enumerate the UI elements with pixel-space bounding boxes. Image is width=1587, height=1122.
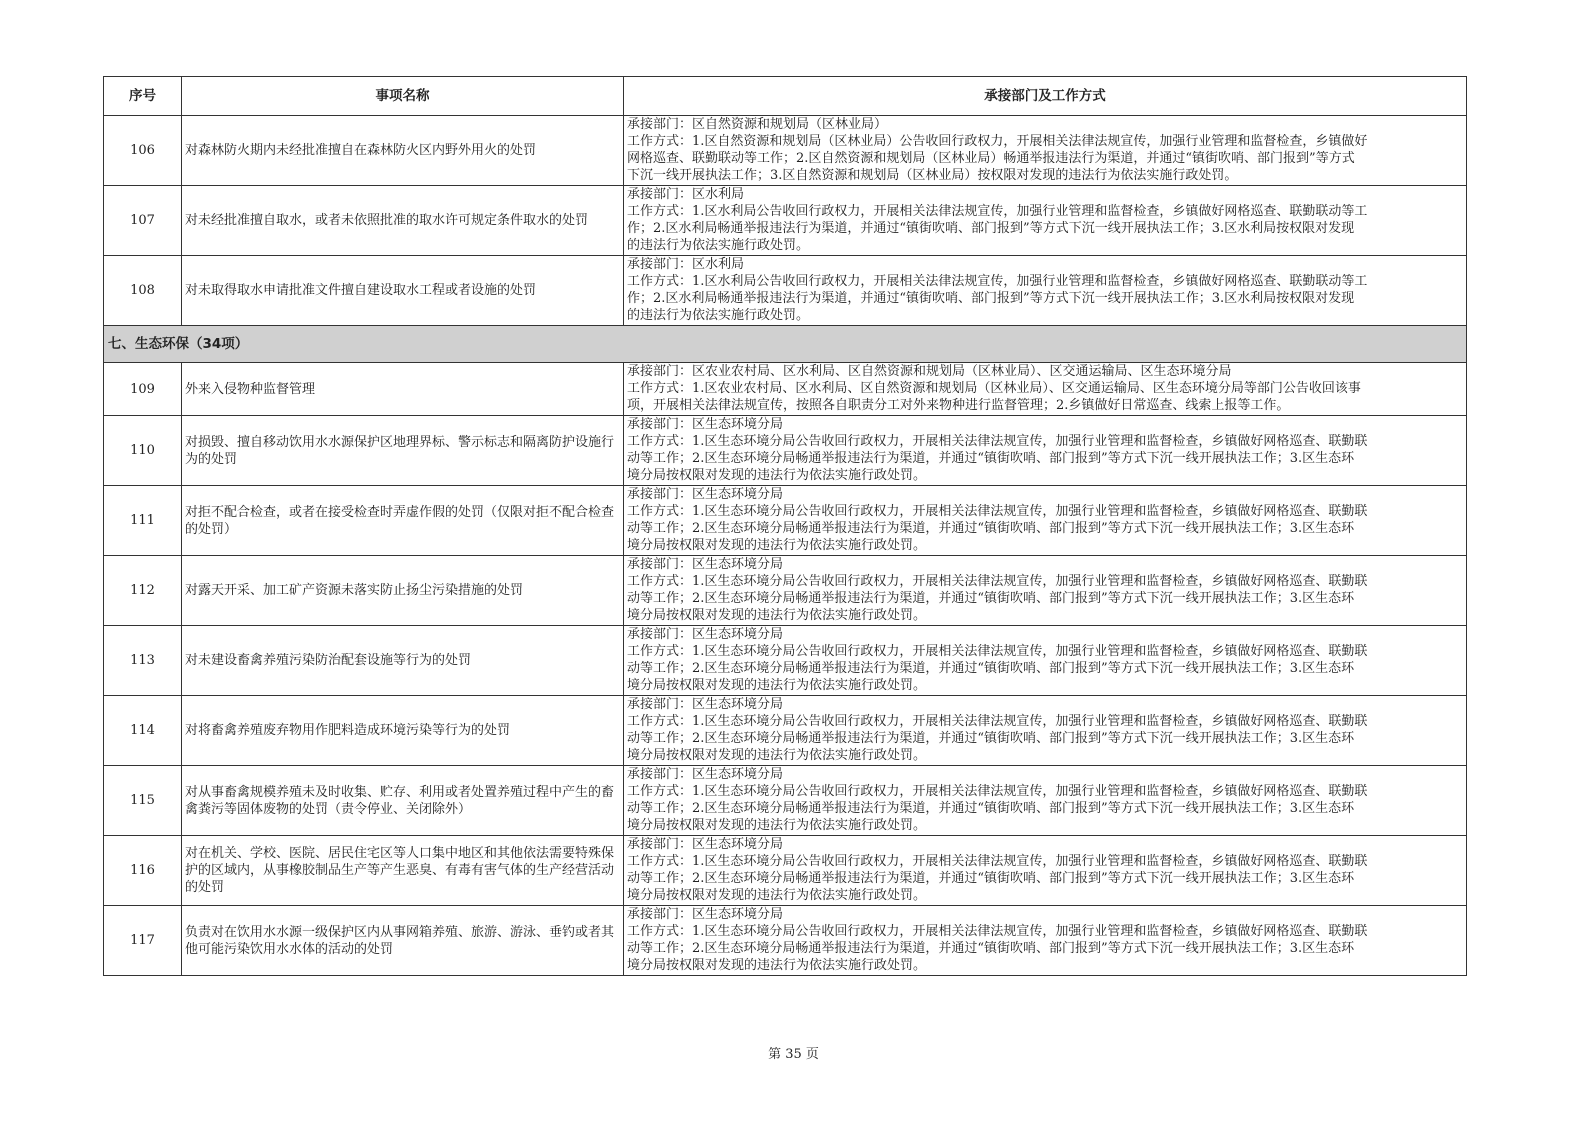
dept-line: 动等工作；2.区生态环境分局畅通举报违法行为渠道，并通过“镇街吹哨、部门报到”等方式下沉一线开展执法工作；3.区生态环 — [627, 521, 1355, 536]
dept-line: 境分局按权限对发现的违法行为依法实施行政处罚。 — [627, 818, 927, 833]
table-header-row — [104, 77, 1467, 116]
row-number: 117 — [104, 906, 182, 976]
dept-line: 承接部门：区生态环境分局 — [627, 557, 784, 572]
table-row — [104, 116, 1467, 186]
dept-line: 工作方式：1.区生态环境分局公告收回行政权力，开展相关法律法规宣传，加强行业管理和监督检查，乡镇做好网格巡查、联勤联 — [627, 924, 1368, 939]
row-department — [624, 186, 1467, 256]
row-item: 对露天开采、加工矿产资源未落实防止扬尘污染措施的处罚 — [182, 556, 624, 626]
table-row — [104, 556, 1467, 626]
dept-line: 承接部门：区生态环境分局 — [627, 697, 784, 712]
header-serial-number: 序号 — [104, 77, 182, 116]
row-department — [624, 116, 1467, 186]
dept-line: 动等工作；2.区生态环境分局畅通举报违法行为渠道，并通过“镇街吹哨、部门报到”等方式下沉一线开展执法工作；3.区生态环 — [627, 591, 1355, 606]
dept-line: 境分局按权限对发现的违法行为依法实施行政处罚。 — [627, 958, 927, 973]
dept-line: 工作方式：1.区生态环境分局公告收回行政权力，开展相关法律法规宣传，加强行业管理和监督检查，乡镇做好网格巡查、联勤联 — [627, 504, 1368, 519]
dept-line: 动等工作；2.区生态环境分局畅通举报违法行为渠道，并通过“镇街吹哨、部门报到”等方式下沉一线开展执法工作；3.区生态环 — [627, 731, 1355, 746]
table-row — [104, 363, 1467, 416]
row-number: 112 — [104, 556, 182, 626]
row-department — [624, 256, 1467, 326]
row-department — [624, 556, 1467, 626]
dept-line: 动等工作；2.区生态环境分局畅通举报违法行为渠道，并通过“镇街吹哨、部门报到”等方式下沉一线开展执法工作；3.区生态环 — [627, 801, 1355, 816]
row-number: 111 — [104, 486, 182, 556]
dept-line: 境分局按权限对发现的违法行为依法实施行政处罚。 — [627, 888, 927, 903]
row-item: 外来入侵物种监督管理 — [182, 363, 624, 416]
dept-line: 项，开展相关法律法规宣传，按照各自职责分工对外来物种进行监督管理；2.乡镇做好日常巡查、线索上报等工作。 — [627, 398, 1290, 413]
table-row — [104, 186, 1467, 256]
table-row — [104, 906, 1467, 976]
dept-line: 工作方式：1.区水利局公告收回行政权力，开展相关法律法规宣传，加强行业管理和监督检查，乡镇做好网格巡查、联勤联动等工 — [627, 274, 1368, 289]
policy-table-sheet — [103, 76, 1466, 976]
row-number: 116 — [104, 836, 182, 906]
table-row — [104, 836, 1467, 906]
dept-line: 动等工作；2.区生态环境分局畅通举报违法行为渠道，并通过“镇街吹哨、部门报到”等方式下沉一线开展执法工作；3.区生态环 — [627, 871, 1355, 886]
dept-line: 动等工作；2.区生态环境分局畅通举报违法行为渠道，并通过“镇街吹哨、部门报到”等方式下沉一线开展执法工作；3.区生态环 — [627, 661, 1355, 676]
table-row — [104, 696, 1467, 766]
row-item: 对从事畜禽规模养殖未及时收集、贮存、利用或者处置养殖过程中产生的畜禽粪污等固体废物的处罚（责令停业、关闭除外） — [182, 766, 624, 836]
row-item: 对拒不配合检查，或者在接受检查时弄虚作假的处罚（仅限对拒不配合检查的处罚） — [182, 486, 624, 556]
dept-line: 境分局按权限对发现的违法行为依法实施行政处罚。 — [627, 608, 927, 623]
row-number: 107 — [104, 186, 182, 256]
dept-line: 承接部门：区生态环境分局 — [627, 837, 784, 852]
row-item: 对损毁、擅自移动饮用水水源保护区地理界标、警示标志和隔离防护设施行为的处罚 — [182, 416, 624, 486]
dept-line: 动等工作；2.区生态环境分局畅通举报违法行为渠道，并通过“镇街吹哨、部门报到”等方式下沉一线开展执法工作；3.区生态环 — [627, 941, 1355, 956]
dept-line: 网格巡查、联勤联动等工作；2.区自然资源和规划局（区林业局）畅通举报违法行为渠道，并通过“镇街吹哨、部门报到”等方式 — [627, 151, 1355, 166]
header-item-name: 事项名称 — [182, 77, 624, 116]
dept-line: 承接部门：区自然资源和规划局（区林业局） — [627, 117, 888, 132]
dept-line: 工作方式：1.区生态环境分局公告收回行政权力，开展相关法律法规宣传，加强行业管理和监督检查，乡镇做好网格巡查、联勤联 — [627, 784, 1368, 799]
dept-line: 境分局按权限对发现的违法行为依法实施行政处罚。 — [627, 748, 927, 763]
dept-line: 工作方式：1.区生态环境分局公告收回行政权力，开展相关法律法规宣传，加强行业管理和监督检查，乡镇做好网格巡查、联勤联 — [627, 644, 1368, 659]
row-number: 110 — [104, 416, 182, 486]
table-row — [104, 626, 1467, 696]
page-number: 第 35 页 — [768, 1047, 819, 1062]
row-department — [624, 836, 1467, 906]
dept-line: 动等工作；2.区生态环境分局畅通举报违法行为渠道，并通过“镇街吹哨、部门报到”等方式下沉一线开展执法工作；3.区生态环 — [627, 451, 1355, 466]
dept-line: 境分局按权限对发现的违法行为依法实施行政处罚。 — [627, 678, 927, 693]
authority-table — [103, 76, 1467, 976]
dept-line: 承接部门：区水利局 — [627, 257, 745, 272]
dept-line: 作；2.区水利局畅通举报违法行为渠道，并通过“镇街吹哨、部门报到”等方式下沉一线开展执法工作；3.区水利局按权限对发现 — [627, 221, 1355, 236]
dept-line: 工作方式：1.区生态环境分局公告收回行政权力，开展相关法律法规宣传，加强行业管理和监督检查，乡镇做好网格巡查、联勤联 — [627, 714, 1368, 729]
row-item: 对在机关、学校、医院、居民住宅区等人口集中地区和其他依法需要特殊保护的区域内，从事橡胶制品生产等产生恶臭、有毒有害气体的生产经营活动的处罚 — [182, 836, 624, 906]
dept-line: 承接部门：区生态环境分局 — [627, 907, 784, 922]
section-row — [104, 326, 1467, 363]
row-department — [624, 486, 1467, 556]
row-department — [624, 906, 1467, 976]
table-row — [104, 416, 1467, 486]
row-department — [624, 766, 1467, 836]
row-number: 106 — [104, 116, 182, 186]
table-row — [104, 256, 1467, 326]
dept-line: 境分局按权限对发现的违法行为依法实施行政处罚。 — [627, 468, 927, 483]
dept-line: 的违法行为依法实施行政处罚。 — [627, 308, 810, 323]
dept-line: 工作方式：1.区生态环境分局公告收回行政权力，开展相关法律法规宣传，加强行业管理和监督检查，乡镇做好网格巡查、联勤联 — [627, 574, 1368, 589]
dept-line: 承接部门：区生态环境分局 — [627, 627, 784, 642]
row-item: 对未经批准擅自取水，或者未依照批准的取水许可规定条件取水的处罚 — [182, 186, 624, 256]
row-department — [624, 363, 1467, 416]
dept-line: 工作方式：1.区自然资源和规划局（区林业局）公告收回行政权力，开展相关法律法规宣传，加强行业管理和监督检查，乡镇做好 — [627, 134, 1368, 149]
table-row — [104, 486, 1467, 556]
row-item: 负责对在饮用水水源一级保护区内从事网箱养殖、旅游、游泳、垂钓或者其他可能污染饮用水水体的活动的处罚 — [182, 906, 624, 976]
dept-line: 下沉一线开展执法工作；3.区自然资源和规划局（区林业局）按权限对发现的违法行为依法实施行政处罚。 — [627, 168, 1238, 183]
row-item: 对将畜禽养殖废弃物用作肥料造成环境污染等行为的处罚 — [182, 696, 624, 766]
dept-line: 承接部门：区生态环境分局 — [627, 417, 784, 432]
row-department — [624, 696, 1467, 766]
dept-line: 的违法行为依法实施行政处罚。 — [627, 238, 810, 253]
section-title: 七、生态环保（34项） — [104, 326, 1467, 363]
dept-line: 工作方式：1.区生态环境分局公告收回行政权力，开展相关法律法规宣传，加强行业管理和监督检查，乡镇做好网格巡查、联勤联 — [627, 434, 1368, 449]
dept-line: 工作方式：1.区农业农村局、区水利局、区自然资源和规划局（区林业局）、区交通运输局、区生态环境分局等部门公告收回该事 — [627, 381, 1361, 396]
dept-line: 工作方式：1.区生态环境分局公告收回行政权力，开展相关法律法规宣传，加强行业管理和监督检查，乡镇做好网格巡查、联勤联 — [627, 854, 1368, 869]
row-department — [624, 626, 1467, 696]
row-department — [624, 416, 1467, 486]
row-number: 114 — [104, 696, 182, 766]
row-item: 对未取得取水申请批准文件擅自建设取水工程或者设施的处罚 — [182, 256, 624, 326]
dept-line: 承接部门：区生态环境分局 — [627, 487, 784, 502]
row-item: 对森林防火期内未经批准擅自在森林防火区内野外用火的处罚 — [182, 116, 624, 186]
row-number: 115 — [104, 766, 182, 836]
row-item: 对未建设畜禽养殖污染防治配套设施等行为的处罚 — [182, 626, 624, 696]
row-number: 113 — [104, 626, 182, 696]
table-row — [104, 766, 1467, 836]
dept-line: 承接部门：区水利局 — [627, 187, 745, 202]
header-department-method: 承接部门及工作方式 — [624, 77, 1467, 116]
dept-line: 作；2.区水利局畅通举报违法行为渠道，并通过“镇街吹哨、部门报到”等方式下沉一线开展执法工作；3.区水利局按权限对发现 — [627, 291, 1355, 306]
dept-line: 境分局按权限对发现的违法行为依法实施行政处罚。 — [627, 538, 927, 553]
row-number: 109 — [104, 363, 182, 416]
row-number: 108 — [104, 256, 182, 326]
dept-line: 承接部门：区农业农村局、区水利局、区自然资源和规划局（区林业局）、区交通运输局、区生态环境分局 — [627, 364, 1232, 379]
dept-line: 承接部门：区生态环境分局 — [627, 767, 784, 782]
dept-line: 工作方式：1.区水利局公告收回行政权力，开展相关法律法规宣传，加强行业管理和监督检查，乡镇做好网格巡查、联勤联动等工 — [627, 204, 1368, 219]
